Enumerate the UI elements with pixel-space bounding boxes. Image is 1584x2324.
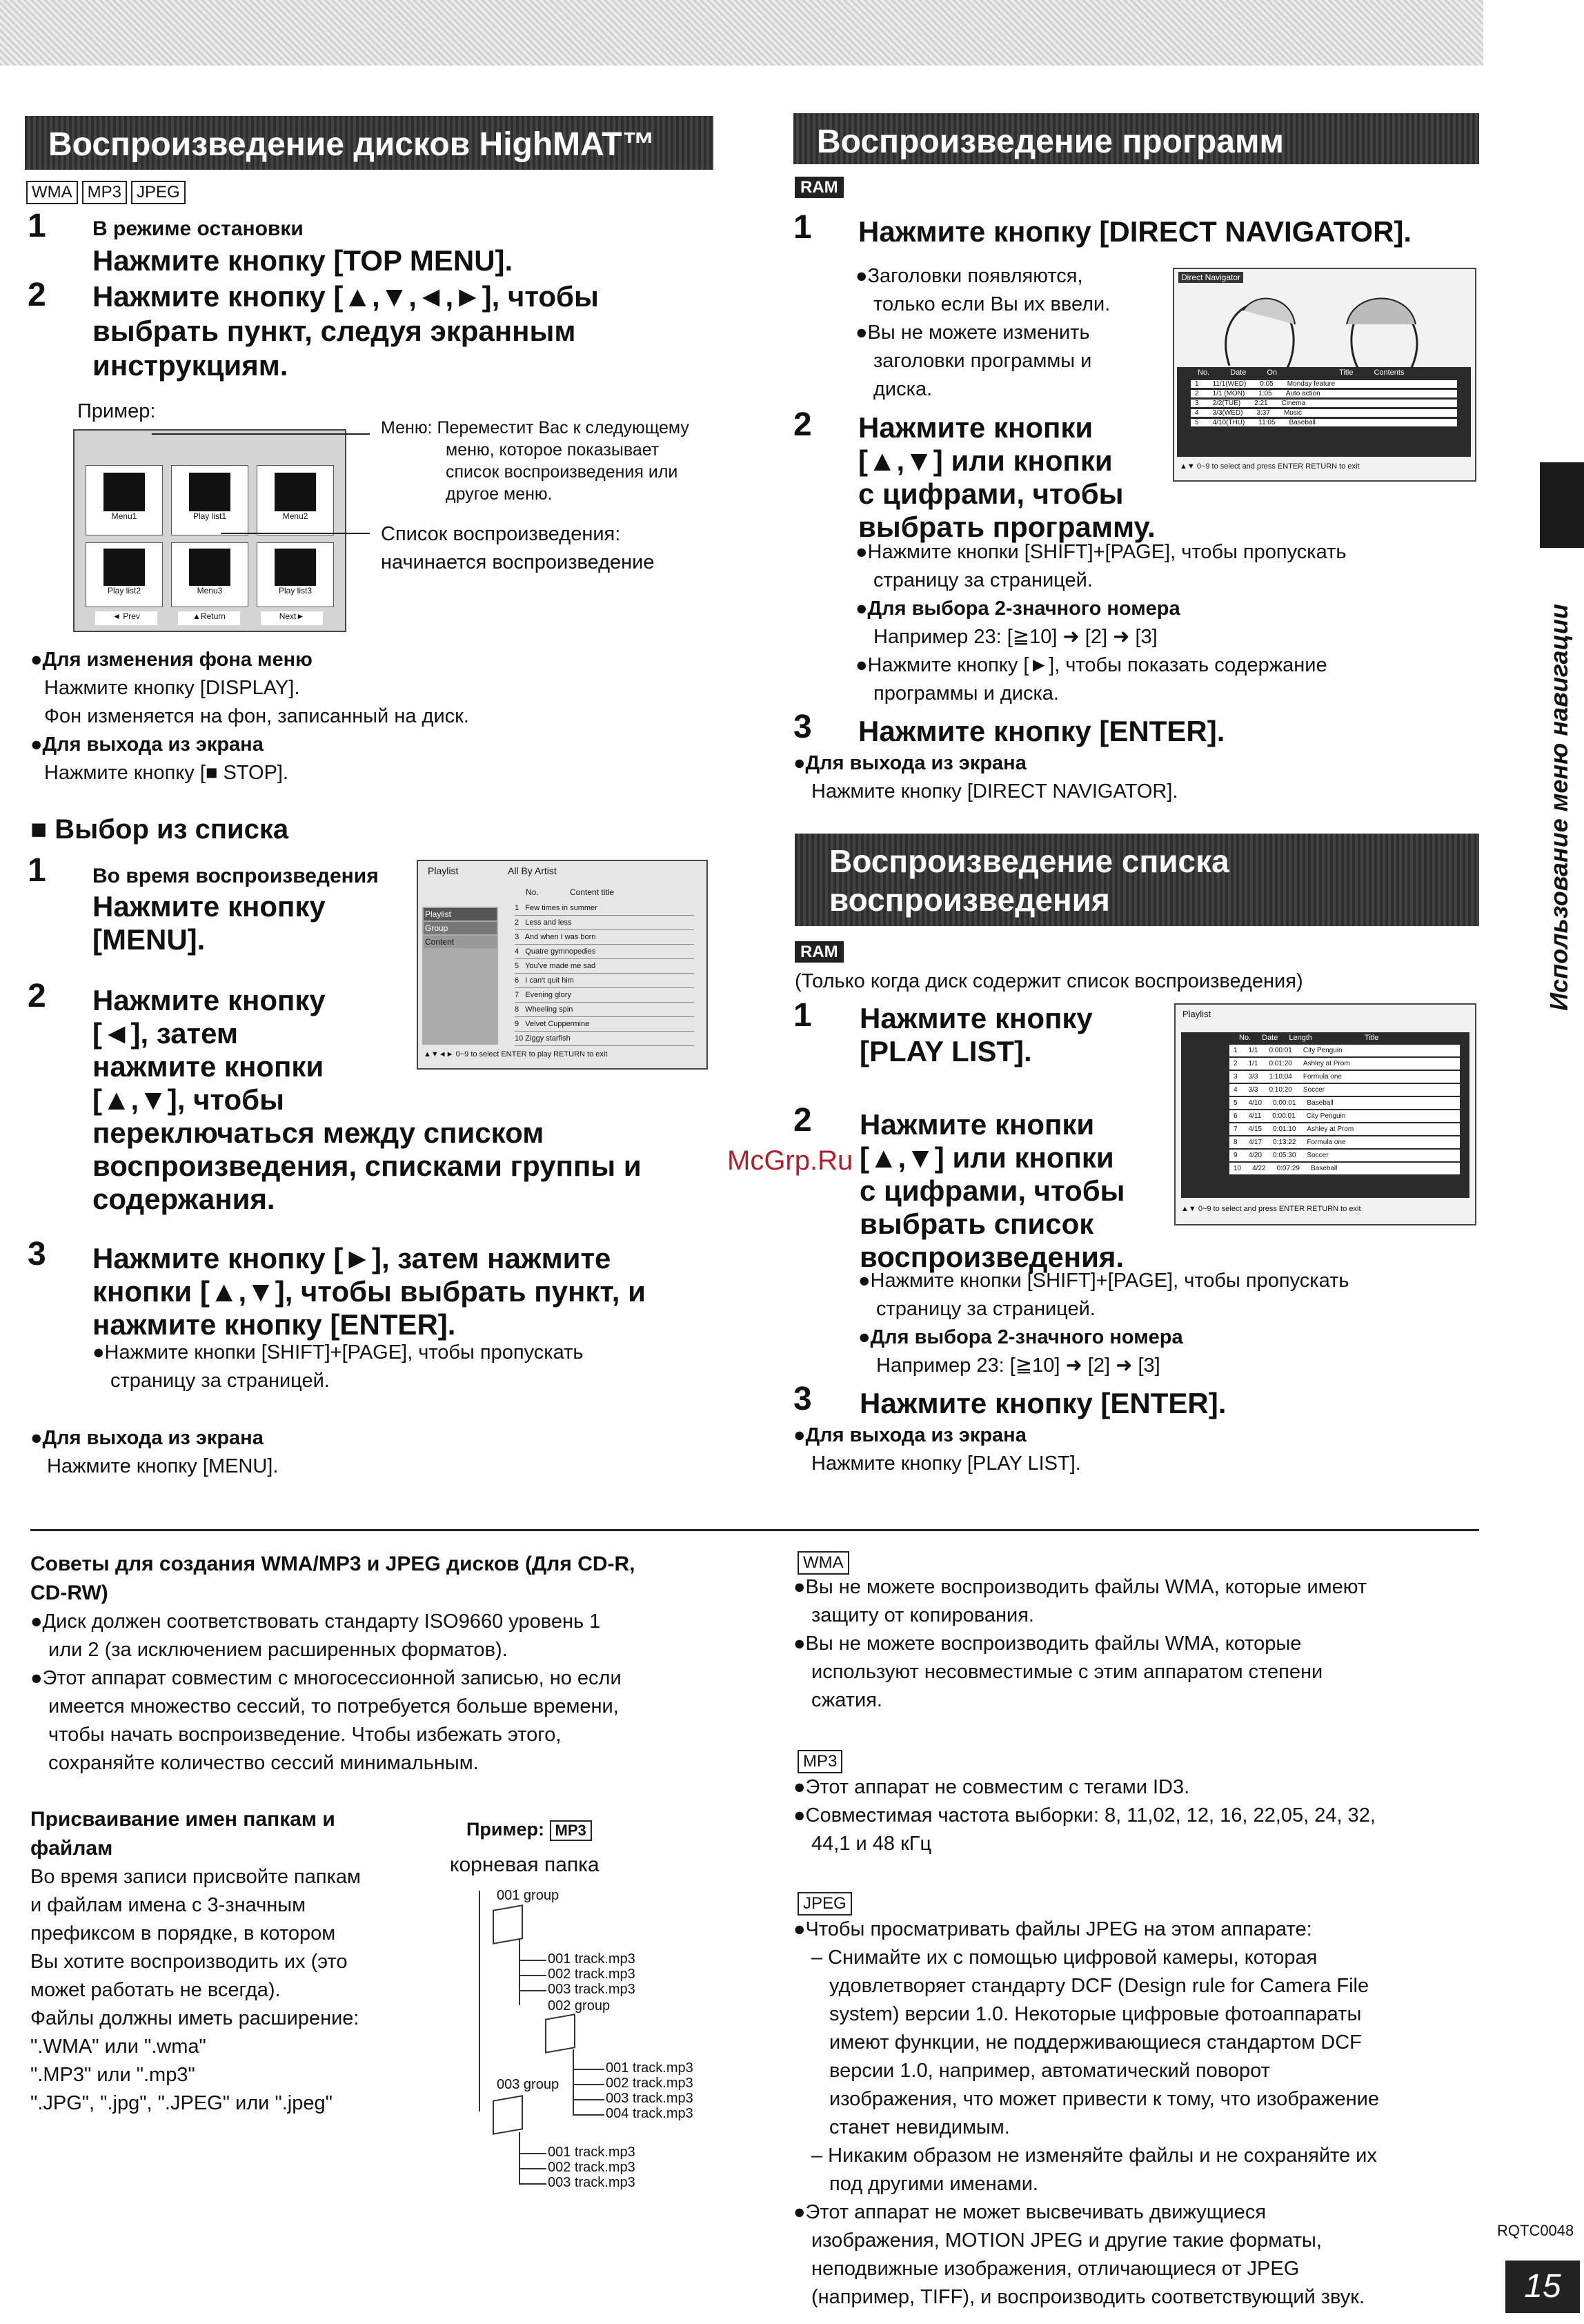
tree-group-2: 002 group — [548, 1998, 611, 2013]
list-select-heading: ■ Выбор из списка — [30, 814, 289, 845]
tree-root-label: корневая папка — [450, 1853, 600, 1876]
list-row: 8 Wheeling spin — [515, 1003, 694, 1017]
list-exit-note: ●Для выхода из экрана Нажмите кнопку [MENU]. — [30, 1427, 279, 1477]
tree-example-label: Пример: MP3 — [466, 1819, 596, 1841]
screen-prev-button: ◄ Prev — [95, 611, 157, 625]
list-row: 7 Evening glory — [515, 988, 694, 1003]
list-step1-sub: Во время воспроизведения — [92, 865, 379, 887]
playlist-row: 1 1/1 0:00:01 City Penguin — [1229, 1045, 1460, 1056]
dn-row: 2 1/1 (MON) 1:05 Auto action — [1191, 390, 1457, 397]
list-screen-tabs: Playlist Group Content — [422, 907, 498, 1045]
list-screen-title: Playlist — [428, 865, 459, 876]
list-row: 4 Quatre gymnopedies — [515, 945, 694, 959]
tree-g2-files: 001 track.mp3 002 track.mp3 003 track.mp3 004 track.mp3 — [606, 2060, 693, 2121]
list-step2-block: Нажмите кнопку [◄], затем нажмите кнопки [▲,▼], чтобы переключаться между списком воспроизведения, списками группы и содержания. — [92, 984, 642, 1215]
list-step1-l2: [MENU]. — [92, 923, 206, 956]
screen-item-playlist1: Play list1 — [171, 465, 248, 535]
callout-line-playlist — [221, 533, 370, 534]
list-screen: Playlist All By Artist Playlist Group Content No. Content title 1 Few times in summer 2 Less and less 3 And when I was born 4 Quatre gymnopedies 5 You've made me sad 6 I can't quit him 7 Evening glory 8 Wheeling spin 9 Velvet Cuppermine 10 Ziggy starfish ▲▼◄► 0~9 to select ENTER to play RETURN to exit — [417, 860, 708, 1070]
sidebar-tab — [1540, 462, 1584, 548]
playlist-banner — [795, 834, 1479, 926]
dn-screen-title: Direct Navigator — [1178, 272, 1243, 283]
highmat-banner — [25, 116, 713, 170]
top-band — [0, 0, 1483, 66]
playlist-screen-title: Playlist — [1182, 1009, 1211, 1019]
screen-item-menu1: Menu1 — [86, 465, 163, 535]
list-row: 2 Less and less — [515, 916, 694, 930]
dn-row: 5 4/10(THU) 11:05 Baseball — [1191, 419, 1457, 426]
playlist-step1-block: Нажмите кнопку [PLAY LIST]. — [860, 1002, 1093, 1067]
highmat-step2-l2: выбрать пункт, следуя экранным — [92, 315, 576, 347]
tree-group-1: 001 group — [497, 1888, 560, 1903]
list-row: 9 Velvet Cuppermine — [515, 1017, 694, 1032]
section-divider — [30, 1529, 1479, 1531]
playlist-step1-num: 1 — [793, 997, 812, 1034]
playlist-row: 4 3/3 0:10:20 Soccer — [1229, 1084, 1460, 1096]
wma-notes: ●Вы не можете воспроизводить файлы WMA, которые имеют защиту от копирования. ●Вы не можете воспроизводить файлы WMA, которые используют несовместимые с этим аппаратом степени сжатия. — [793, 1576, 1367, 1711]
playlist-row: 5 4/10 0:00:01 Baseball — [1229, 1097, 1460, 1109]
faces-illustration-icon — [1202, 283, 1450, 380]
highmat-step1-num: 1 — [28, 208, 46, 244]
list-step3-note: ●Нажмите кнопки [SHIFT]+[PAGE], чтобы пропускать страницу за страницей. — [92, 1341, 584, 1392]
list-screen-subtitle: All By Artist — [508, 865, 557, 876]
folder-icon — [545, 2013, 575, 2054]
naming-title: Присваивание имен папкам и файлам — [30, 1808, 335, 1860]
playlist-row: 3 3/3 1:10:04 Formula one — [1229, 1071, 1460, 1083]
bg-change-note: ●Для изменения фона меню Нажмите кнопку [DISPLAY]. Фон изменяется на фон, записанный на диск. ●Для выхода из экрана Нажмите кнопку [■ STOP]. — [30, 649, 469, 784]
list-step2-num: 2 — [28, 978, 46, 1014]
list-row: 10 Ziggy starfish — [515, 1032, 694, 1046]
playlist-screen — [1174, 1003, 1476, 1225]
tree-g3-files: 001 track.mp3 002 track.mp3 003 track.mp3 — [548, 2145, 635, 2190]
screen-item-playlist2: Play list2 — [86, 542, 163, 607]
naming-text: Во время записи присвойте папкам и файлам имена с 3-значным префиксом в порядке, в котором Вы хотите воспроизводить их (это можеt работать не всегда). Файлы должны иметь расширение: ".WMA" или ".wma" ".MP3" или ".mp3" ".JPG", ".jpg", ".JPEG" или ".jpeg" — [30, 1866, 361, 2114]
tree-trunk — [479, 1891, 480, 2111]
tips-bullets: ●Диск должен соответствовать стандарту ISO9660 уровень 1 или 2 (за исключением расширенных форматов). ●Этот аппарат совместим с многосессионной записью, но если имеется множество сессий, то потребуется больше времени, чтобы начать воспроизведение. Чтобы избежать этого, сохраняйте количество сессий минимальным. — [30, 1611, 622, 1774]
screen-next-button: Next► — [261, 611, 323, 625]
programs-step3-num: 3 — [793, 709, 812, 745]
tag-mp3: MP3 — [82, 181, 127, 204]
programs-step3-text: Нажмите кнопку [ENTER]. — [858, 715, 1225, 747]
dn-row: 4 3/3(WED) 3:37 Music — [1191, 409, 1457, 417]
list-step3-num: 3 — [28, 1236, 46, 1272]
highmat-screen — [73, 429, 346, 632]
highmat-step2-l3: инструкциям. — [92, 349, 288, 382]
tree-g1-files: 001 track.mp3 002 track.mp3 003 track.mp3 — [548, 1951, 635, 1997]
programs-banner — [793, 113, 1479, 164]
list-screen-footer: ▲▼◄► 0~9 to select ENTER to play RETURN to exit — [424, 1050, 608, 1058]
screen-return-button: ▲Return — [178, 611, 240, 625]
dn-table: No. Date On Title Contents 1 11/1(WED) 0:05 Monday feature 2 1/1 (MON) 1:05 Auto action 3 2/2(TUE) 2:21 Cinema 4 3/3(WED) 3:37 Music 5 4/10(THU) 11:05 Baseball — [1177, 367, 1471, 457]
programs-exit-note: ●Для выхода из экрана Нажмите кнопку [DIRECT NAVIGATOR]. — [793, 752, 1178, 802]
programs-step1-note: ●Заголовки появляются, только если Вы их ввели. ●Вы не можете изменить заголовки программы и диска. — [855, 265, 1111, 400]
wma-tag: WMA — [798, 1551, 853, 1575]
highmat-step2-l1: Нажмите кнопку [▲,▼,◄,►], чтобы — [92, 280, 599, 313]
list-step1-num: 1 — [28, 852, 46, 889]
menu-note: Меню: Переместит Вас к следующему меню, которое показывает список воспроизведения или другое меню. — [381, 418, 689, 504]
playlist-title-l2: воспроизведения — [829, 882, 1110, 918]
callout-line-menu — [152, 433, 370, 435]
playlist-title-l1: Воспроизведение списка — [829, 843, 1229, 879]
playlist-step2-block: Нажмите кнопки [▲,▼] или кнопки с цифрами, чтобы выбрать список воспроизведения. — [860, 1108, 1125, 1273]
mp3-notes: ●Этот аппарат не совместим с тегами ID3. ●Совместимая частота выборки: 8, 11,02, 12, 16, 22,05, 24, 32, 44,1 и 48 кГц — [793, 1776, 1376, 1855]
tag-jpeg: JPEG — [131, 181, 186, 204]
playlist-note: (Только когда диск содержит список воспроизведения) — [795, 970, 1303, 992]
tag-wma: WMA — [26, 181, 78, 204]
programs-step2-block: Нажмите кнопки [▲,▼] или кнопки с цифрами, чтобы выбрать программу. — [858, 411, 1156, 543]
list-row: 3 And when I was born — [515, 930, 694, 945]
tree-branch-1 — [519, 1939, 520, 2005]
tree-group-3: 003 group — [497, 2077, 560, 2092]
highmat-step1-text: Нажмите кнопку [TOP MENU]. — [92, 244, 513, 277]
screen-item-menu2: Menu2 — [257, 465, 334, 535]
playlist-table: No. Date Length Title 1 1/1 0:00:01 City Penguin 2 1/1 0:01:20 Ashley at Prom 3 3/3 1:10:04 Formula one 4 3/3 0:10:20 Soccer 5 4/10 0:00:01 Baseball 6 4/11 0:00:01 City Penguin 7 4/15 0:01:10 Ashley at Prom 8 4/17 0:13:22 Formula one 9 4/20 0:05:30 Soccer 10 4/22 0:07:29 Baseball — [1181, 1032, 1469, 1198]
playlist-screen-footer: ▲▼ 0~9 to select and press ENTER RETURN to exit — [1181, 1205, 1361, 1213]
watermark: McGrp.Ru — [727, 1145, 853, 1176]
programs-step2-num: 2 — [793, 406, 812, 443]
list-step1-l1: Нажмите кнопку — [92, 890, 326, 923]
folder-icon — [493, 2095, 523, 2135]
list-row: 1 Few times in summer — [515, 901, 694, 916]
screen-item-menu3: Menu3 — [171, 542, 248, 607]
programs-step1-num: 1 — [793, 209, 812, 246]
doc-code: RQTC0048 — [1497, 2222, 1574, 2239]
playlist-ram-tag: RAM — [795, 943, 844, 962]
programs-title: Воспроизведение программ — [817, 124, 1284, 160]
highmat-example-label: Пример: — [77, 400, 156, 422]
list-row: 6 I can't quit him — [515, 974, 694, 988]
playlist-note: Список воспроизведения: начинается воспроизведение — [381, 523, 655, 573]
jpeg-notes: ●Чтобы просматривать файлы JPEG на этом аппарате: – Снимайте их с помощью цифровой камеры, которая удовлетворяет стандарту DCF (Design rule for Camera File system) версии 1.0. Некоторые цифровые фотоаппараты имеют функции, не поддерживающиеся стандартом DCF версии 1.0, например, автоматический поворот изображения, что может привести к тому, что изображение станет невидимым. – Никаким образом не изменяйте файлы и не сохраняйте их под другими именами. ●Этот аппарат не может высвечивать движущиеся изображения, MOTION JPEG и другие такие форматы, неподвижные изображения, отличающиеся от JPEG (например, TIFF), и воспроизводить соответствующий звук. — [793, 1918, 1379, 2308]
programs-step2-notes: ●Нажмите кнопки [SHIFT]+[PAGE], чтобы пропускать страницу за страницей. ●Для выбора 2-значного номера Например 23: [≧10] ➜ [2] ➜ [3] ●Нажмите кнопку [►], чтобы показать содержание программы и диска. — [855, 541, 1347, 705]
highmat-step1-sub: В режиме остановки — [92, 217, 304, 240]
mp3-tag: MP3 — [798, 1750, 847, 1773]
playlist-row: 8 4/17 0:13:22 Formula one — [1229, 1136, 1460, 1148]
playlist-row: 7 4/15 0:01:10 Ashley at Prom — [1229, 1123, 1460, 1135]
playlist-step3-num: 3 — [793, 1381, 812, 1417]
playlist-row: 10 4/22 0:07:29 Baseball — [1229, 1163, 1460, 1174]
programs-ram-tag: RAM — [795, 178, 844, 197]
dn-screen-footer: ▲▼ 0~9 to select and press ENTER RETURN to exit — [1180, 462, 1360, 471]
highmat-title: Воспроизведение дисков HighMAT™ — [48, 126, 655, 163]
playlist-row: 6 4/11 0:00:01 City Penguin — [1229, 1110, 1460, 1122]
playlist-step3-text: Нажмите кнопку [ENTER]. — [860, 1387, 1227, 1419]
playlist-row: 2 1/1 0:01:20 Ashley at Prom — [1229, 1058, 1460, 1070]
list-step3-block: Нажмите кнопку [►], затем нажмите кнопки [▲,▼], чтобы выбрать пункт, и нажмите кнопку [ENTER]. — [92, 1242, 646, 1341]
playlist-step2-notes: ●Нажмите кнопки [SHIFT]+[PAGE], чтобы пропускать страницу за страницей. ●Для выбора 2-значного номера Например 23: [≧10] ➜ [2] ➜ [3] — [858, 1270, 1349, 1377]
playlist-row: 9 4/20 0:05:30 Soccer — [1229, 1150, 1460, 1161]
sidebar-label: Использование меню навигации — [1545, 604, 1573, 1011]
highmat-tags — [26, 181, 190, 204]
direct-navigator-screen — [1173, 268, 1476, 482]
playlist-step2-num: 2 — [793, 1102, 812, 1139]
playlist-exit-note: ●Для выхода из экрана Нажмите кнопку [PLAY LIST]. — [793, 1424, 1081, 1475]
page-number: 15 — [1505, 2261, 1580, 2313]
dn-row: 3 2/2(TUE) 2:21 Cinema — [1191, 400, 1457, 407]
screen-item-playlist3: Play list3 — [257, 542, 334, 607]
dn-row: 1 11/1(WED) 0:05 Monday feature — [1191, 380, 1457, 388]
tips-title: Советы для создания WMA/MP3 и JPEG дисков (Для CD-R, CD-RW) — [30, 1553, 635, 1604]
jpeg-tag: JPEG — [798, 1892, 856, 1916]
highmat-step2-num: 2 — [28, 277, 46, 313]
programs-step1-text: Нажмите кнопку [DIRECT NAVIGATOR]. — [858, 215, 1412, 248]
list-row: 5 You've made me sad — [515, 959, 694, 974]
